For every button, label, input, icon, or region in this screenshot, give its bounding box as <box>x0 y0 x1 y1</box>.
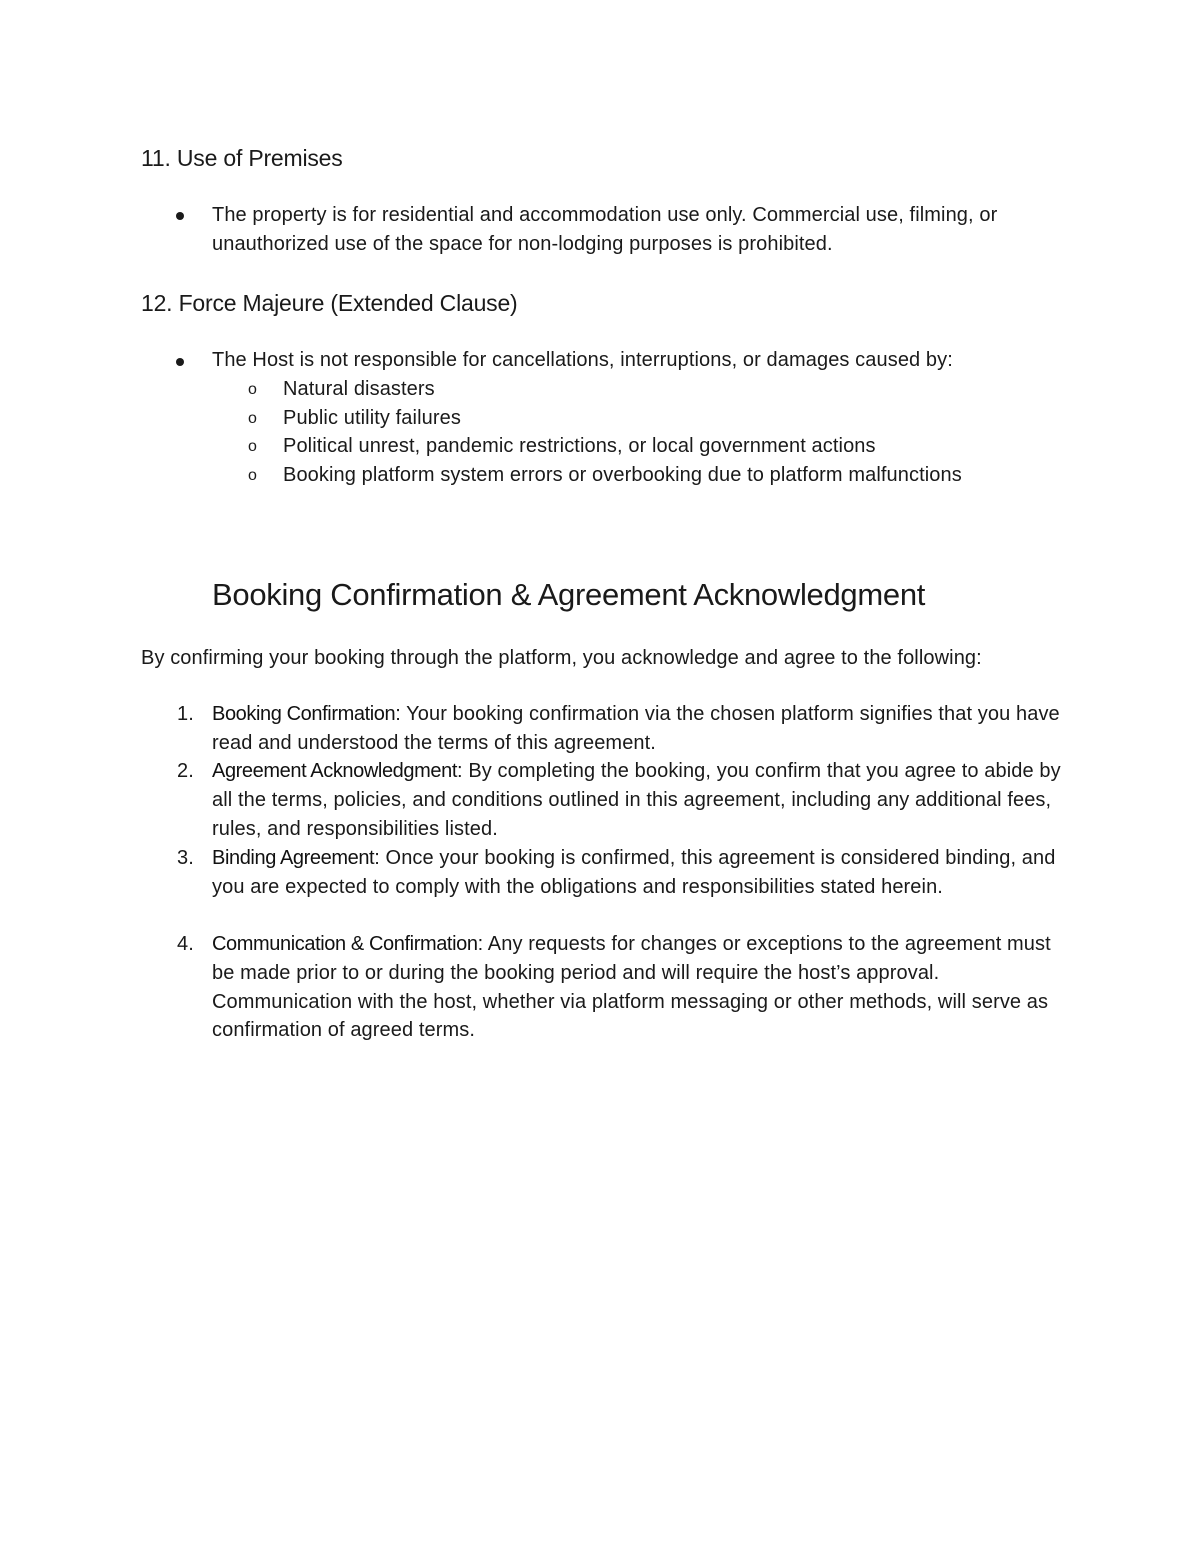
section-11-bullet: The property is for residential and accommodation use only. Commercial use, filming, or unauthorized use of the space for non-lodging purposes is prohibited. <box>212 204 998 255</box>
term-description: : Your booking confirmation via the chosen platform signifies that you have read and understood the terms of this agreement. <box>212 703 1060 754</box>
intro-paragraph: By confirming your booking through the platform, you acknowledge and agree to the following: <box>141 647 982 669</box>
list-number: 3. <box>177 847 194 869</box>
sub-item-text: Public utility failures <box>283 407 461 429</box>
list-item-text <box>212 700 1062 758</box>
circle-bullet-icon: o <box>248 438 257 455</box>
term-label: Binding Agreement <box>212 847 375 869</box>
list-item-text <box>212 844 1062 902</box>
sub-item-text: Political unrest, pandemic restrictions, or local government actions <box>283 435 876 457</box>
list-number: 4. <box>177 933 194 955</box>
bullet-icon <box>176 212 184 220</box>
sub-item-text: Natural disasters <box>283 378 435 400</box>
section-11-heading: 11. Use of Premises <box>141 145 343 171</box>
list-item-text <box>212 930 1062 1045</box>
circle-bullet-icon: o <box>248 410 257 427</box>
list-item-text <box>212 757 1062 843</box>
term-description: : By completing the booking, you confirm that you agree to abide by all the terms, policies, and conditions outlined in this agreement, including any additional fees, rules, and responsibilities listed. <box>212 760 1061 840</box>
term-description: : Any requests for changes or exceptions to the agreement must be made prior to or during the booking period and will require the host’s approval. Communication with the host, whether via platform messaging or other methods, will serve as confirmation of agreed terms. <box>212 933 1051 1042</box>
list-number: 1. <box>177 703 194 725</box>
section-12-heading: 12. Force Majeure (Extended Clause) <box>141 290 518 316</box>
term-label: Booking Confirmation <box>212 703 396 725</box>
circle-bullet-icon: o <box>248 381 257 398</box>
list-item <box>248 432 1068 461</box>
section-12-bullet: The Host is not responsible for cancellations, interruptions, or damages caused by: <box>212 349 953 371</box>
page-title: Booking Confirmation & Agreement Acknowledgment <box>212 577 926 612</box>
sub-item-text: Booking platform system errors or overbooking due to platform malfunctions <box>283 464 962 486</box>
list-number: 2. <box>177 760 194 782</box>
bullet-icon <box>176 358 184 366</box>
circle-bullet-icon: o <box>248 467 257 484</box>
list-item <box>248 375 1068 404</box>
term-description: : Once your booking is confirmed, this agreement is considered binding, and you are expected to comply with the obligations and responsibilities stated herein. <box>212 847 1056 898</box>
list-item <box>248 404 1068 433</box>
term-label: Communication & Confirmation <box>212 933 478 955</box>
list-item <box>248 461 1068 490</box>
term-label: Agreement Acknowledgment <box>212 760 457 782</box>
